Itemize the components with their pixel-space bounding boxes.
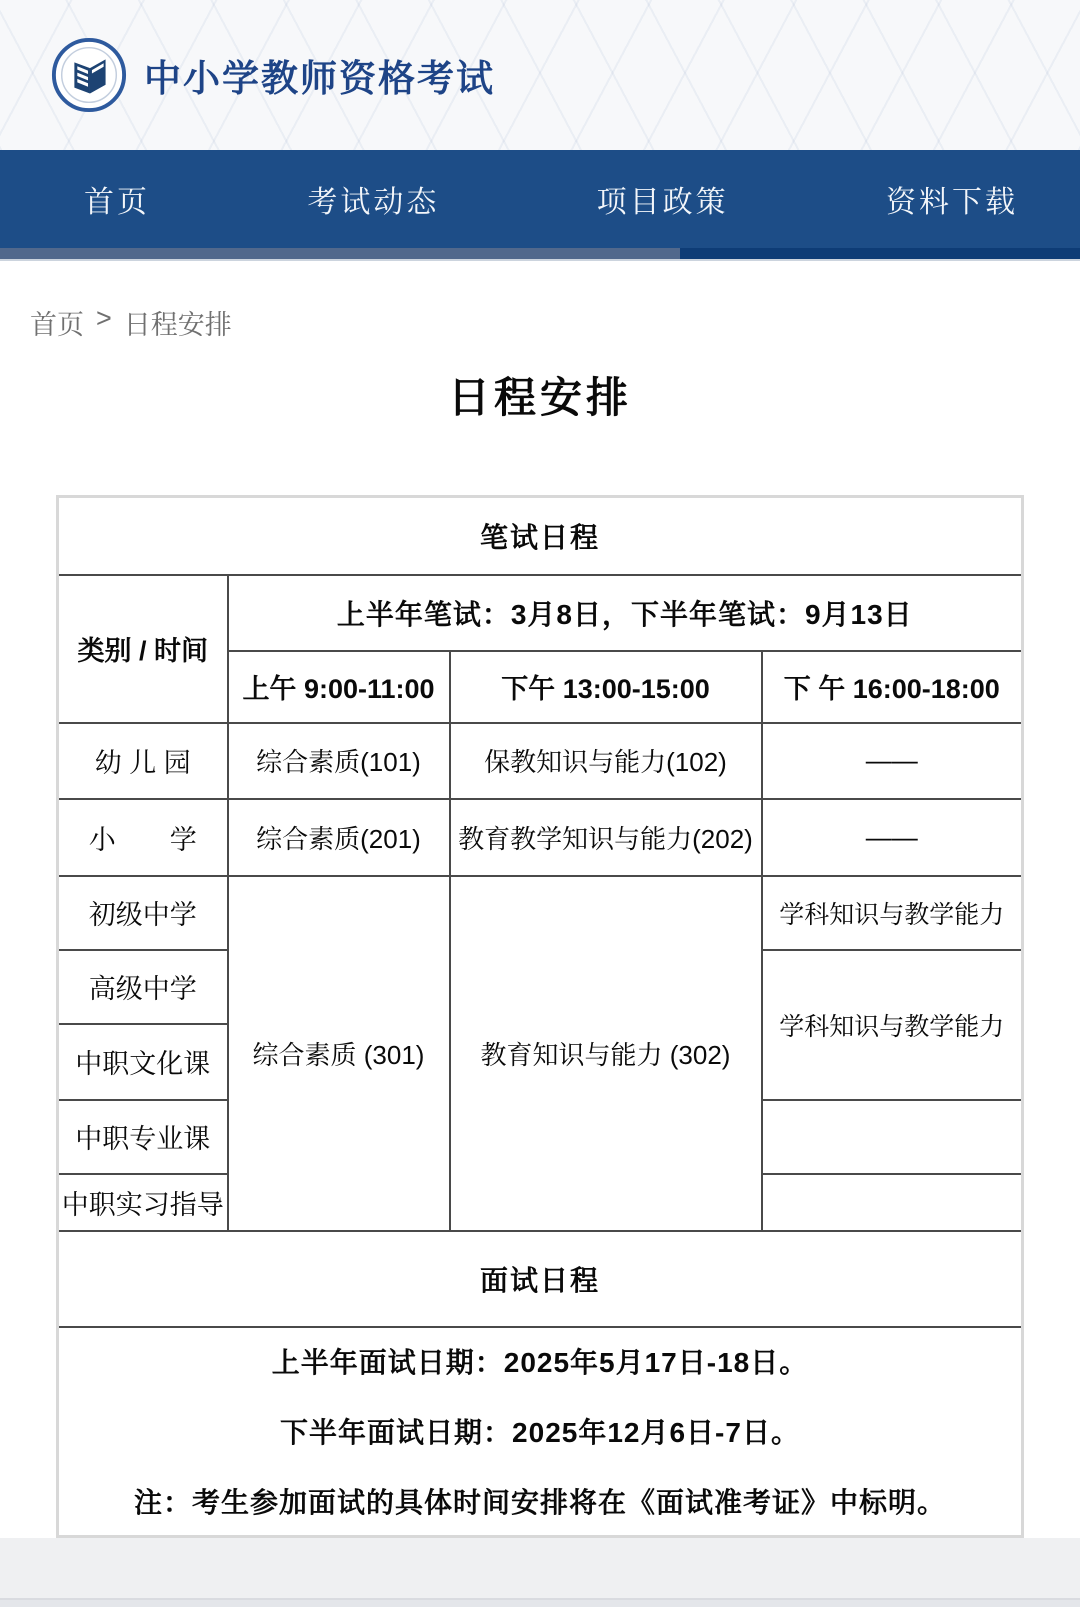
table-row [58,723,1023,799]
book-emblem-icon [50,36,128,114]
page-bottom-strip [0,1598,1080,1607]
page-title: 日程安排 [447,374,632,421]
nav-item-home[interactable]: 首页 [84,186,150,219]
time-header-afternoon2: 下 午 16:00-18:00 [762,651,1023,723]
cell-primary-category: 小 学 [58,799,228,876]
cell-primary-morning: 综合素质(201) [228,799,450,876]
page-bottom-area [0,1538,1080,1607]
cell-voc-intern-afternoon2 [762,1174,1023,1231]
table-row [58,575,1023,651]
interview-second-half-date: 下半年面试日期：2025年12月6日-7日。 [280,1417,800,1449]
site-header [0,0,1080,150]
nav-substrip [0,248,1080,261]
cell-senior-category: 高级中学 [58,950,228,1024]
cell-voc-major-category: 中职专业课 [58,1100,228,1174]
interview-first-half-date: 上半年面试日期：2025年5月17日-18日。 [271,1347,809,1379]
nav-substrip-left [0,248,680,259]
site-logo[interactable] [50,36,128,114]
table-row [58,1327,1023,1537]
breadcrumb-home[interactable]: 首页 [30,310,84,340]
breadcrumb [0,261,1080,361]
cell-senior-afternoon2: 学科知识与教学能力 [762,950,1023,1100]
cell-primary-afternoon1: 教育教学知识与能力(202) [450,799,762,876]
time-header-afternoon1: 下午 13:00-15:00 [450,651,762,723]
schedule-table-container [56,495,1024,1538]
cell-kindergarten-morning: 综合素质(101) [228,723,450,799]
nav-item-policy[interactable]: 项目政策 [596,186,729,219]
nav-item-exam-news[interactable]: 考试动态 [307,186,440,219]
written-dates-line: 上半年笔试：3月8日，下半年笔试：9月13日 [228,575,1023,651]
interview-section-title: 面试日程 [58,1231,1023,1327]
breadcrumb-separator: > [96,303,112,333]
cell-kindergarten-afternoon1: 保教知识与能力(102) [450,723,762,799]
interview-note: 注：考生参加面试的具体时间安排将在《面试准考证》中标明。 [133,1487,946,1519]
cell-merged-afternoon1: 教育知识与能力 (302) [450,876,762,1231]
schedule-table [56,495,1024,1538]
table-row [58,799,1023,876]
cell-kindergarten-category: 幼 儿 园 [58,723,228,799]
nav-substrip-right [680,248,1080,259]
written-section-title: 笔试日程 [58,497,1023,575]
cell-kindergarten-afternoon2: —— [762,723,1023,799]
cell-merged-morning: 综合素质 (301) [228,876,450,1231]
site-title: 中小学教师资格考试 [144,58,495,99]
cell-junior-afternoon2: 学科知识与教学能力 [762,876,1023,950]
main-nav [0,150,1080,248]
cell-voc-major-afternoon2 [762,1100,1023,1174]
time-header-morning: 上午 9:00-11:00 [228,651,450,723]
cell-voc-culture-category: 中职文化课 [58,1024,228,1100]
table-row [58,1231,1023,1327]
interview-details-cell [58,1327,1023,1537]
table-row [58,876,1023,950]
table-row [58,497,1023,575]
cell-junior-category: 初级中学 [58,876,228,950]
breadcrumb-current[interactable]: 日程安排 [123,310,232,340]
category-time-header: 类别 / 时间 [58,575,228,723]
cell-voc-intern-category: 中职实习指导 [58,1174,228,1231]
cell-primary-afternoon2: —— [762,799,1023,876]
nav-item-downloads[interactable]: 资料下载 [885,186,1018,219]
